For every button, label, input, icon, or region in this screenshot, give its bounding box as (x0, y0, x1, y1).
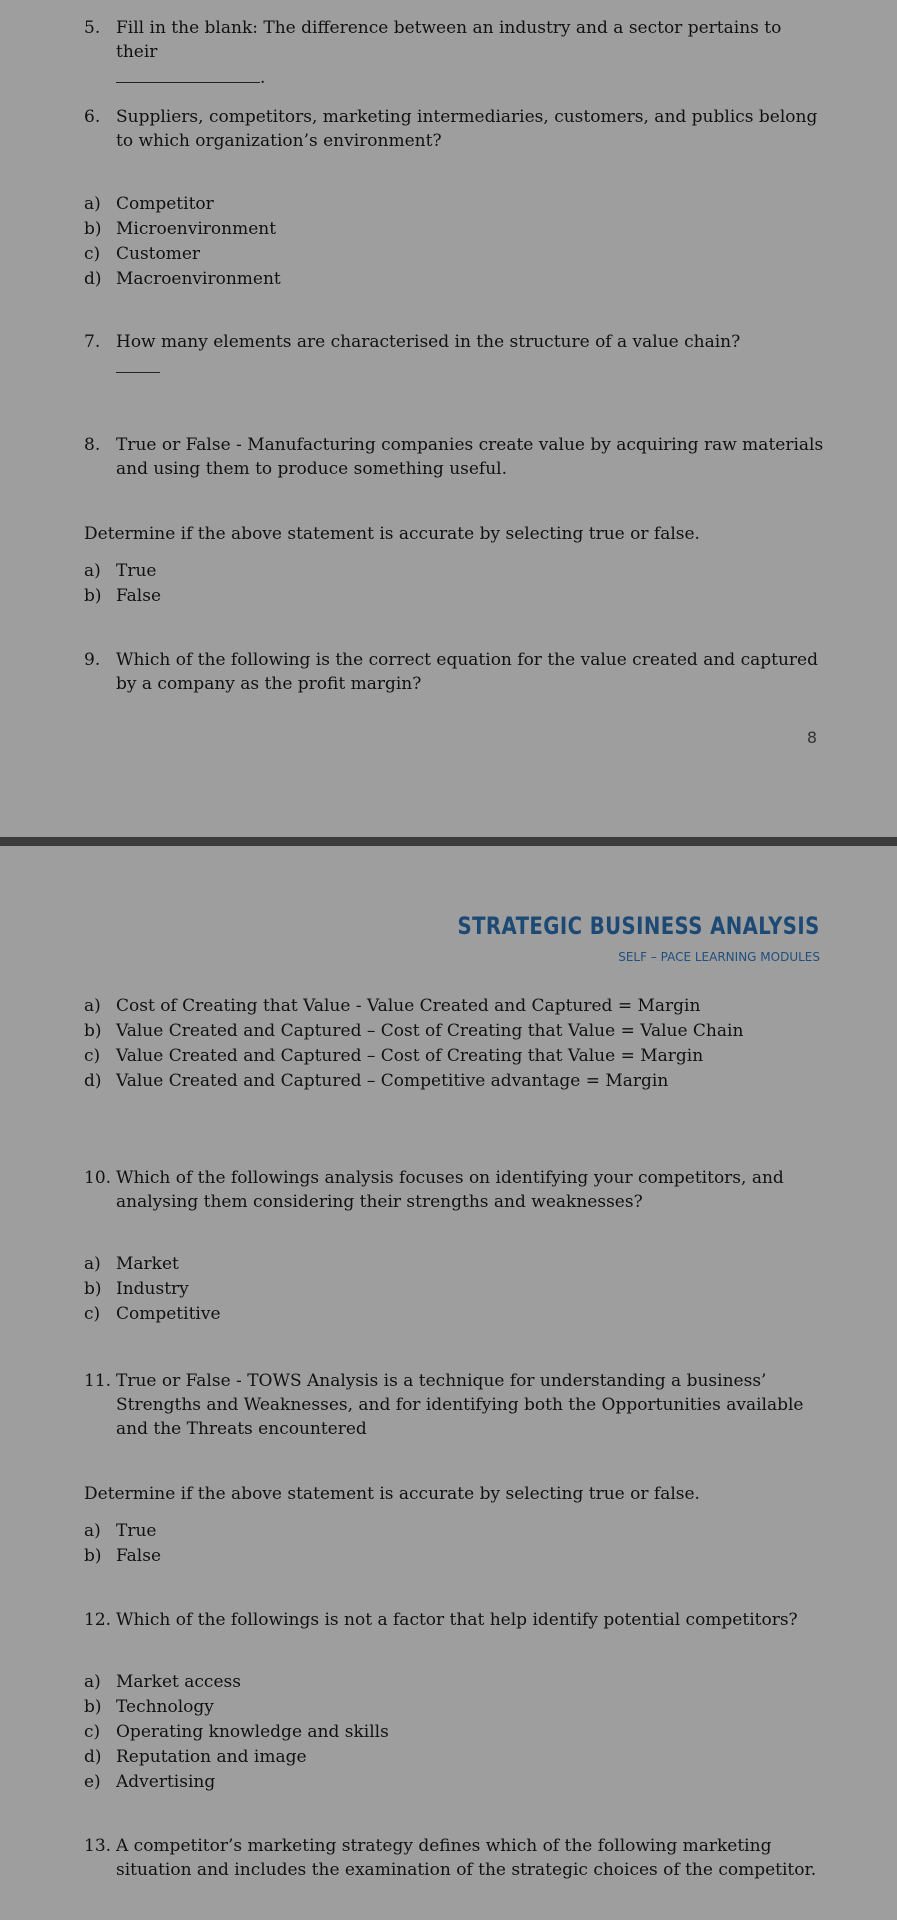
question-text: A competitor’s marketing strategy defines which of the following marketing situation and includes the examination of the strategic choices of the competitor. (116, 1836, 817, 1880)
blank-period: . (260, 68, 266, 88)
question-10 (84, 1166, 824, 1214)
question-number: 12. (84, 1610, 112, 1630)
question-11-options (84, 1519, 824, 1569)
option-false[interactable]: b) False (84, 1546, 161, 1566)
question-6 (84, 105, 824, 153)
option-a[interactable]: a) Cost of Creating that Value - Value Created and Captured = Margin (84, 996, 701, 1016)
question-number: 8. (84, 435, 101, 455)
question-text: How many elements are characterised in the structure of a value chain? (116, 332, 741, 352)
option-c[interactable]: c) Customer (84, 244, 201, 264)
option-true[interactable]: a) True (84, 1521, 157, 1541)
question-number: 9. (84, 650, 101, 670)
option-a[interactable]: a) Competitor (84, 194, 214, 214)
question-number: 6. (84, 107, 101, 127)
fill-blank-line (116, 371, 160, 373)
question-8 (84, 433, 824, 481)
option-e[interactable]: e) Advertising (84, 1772, 216, 1792)
option-b[interactable]: b) Industry (84, 1279, 189, 1299)
question-text: True or False - TOWS Analysis is a technique for understanding a business’ Strengths and Weaknesses, and for identifying both the Opportunities available and the Threats encountered (116, 1371, 804, 1439)
question-13 (84, 1834, 824, 1882)
question-number: 11. (84, 1371, 112, 1391)
question-9-options (84, 994, 824, 1094)
option-d[interactable]: d) Macroenvironment (84, 269, 281, 289)
option-b[interactable]: b) Value Created and Captured – Cost of Creating that Value = Value Chain (84, 1021, 744, 1041)
question-text: Which of the followings analysis focuses on identifying your competitors, and analysing them considering their strengths and weaknesses? (116, 1168, 784, 1212)
option-c[interactable]: c) Value Created and Captured – Cost of Creating that Value = Margin (84, 1046, 704, 1066)
question-12-options (84, 1670, 824, 1795)
page-separator (0, 837, 897, 846)
option-a[interactable]: a) Market access (84, 1672, 241, 1692)
question-5 (84, 16, 824, 88)
page-9 (0, 846, 897, 1920)
module-header-subtitle: SELF – PACE LEARNING MODULES (618, 950, 820, 964)
question-text: Which of the following is the correct equation for the value created and captured by a company as the profit margin? (116, 650, 818, 694)
option-false[interactable]: b) False (84, 586, 161, 606)
question-text: Suppliers, competitors, marketing intermediaries, customers, and publics belong to which organization’s environment? (116, 107, 818, 151)
option-true[interactable]: a) True (84, 561, 157, 581)
option-c[interactable]: c) Competitive (84, 1304, 221, 1324)
fill-blank-line (116, 81, 260, 83)
question-8-options (84, 559, 824, 609)
page-number: 8 (806, 728, 817, 747)
option-a[interactable]: a) Market (84, 1254, 179, 1274)
option-d[interactable]: d) Reputation and image (84, 1747, 307, 1767)
question-6-options (84, 192, 824, 292)
option-d[interactable]: d) Value Created and Captured – Competitive advantage = Margin (84, 1071, 669, 1091)
page-8 (0, 0, 897, 837)
question-9 (84, 648, 824, 696)
question-text: Which of the followings is not a factor that help identify potential competitors? (116, 1610, 798, 1630)
question-number: 13. (84, 1836, 112, 1856)
question-number: 5. (84, 18, 101, 38)
option-b[interactable]: b) Microenvironment (84, 219, 277, 239)
question-text: True or False - Manufacturing companies create value by acquiring raw materials and using them to produce something useful. (116, 435, 824, 479)
option-c[interactable]: c) Operating knowledge and skills (84, 1722, 389, 1742)
question-11 (84, 1369, 824, 1441)
question-10-options (84, 1252, 824, 1327)
question-text: Fill in the blank: The difference between an industry and a sector pertains to their (116, 18, 782, 62)
module-header-title: STRATEGIC BUSINESS ANALYSIS (457, 912, 820, 940)
question-12 (84, 1608, 824, 1632)
question-8-instruction: Determine if the above statement is accurate by selecting true or false. (84, 524, 700, 544)
question-number: 10. (84, 1168, 112, 1188)
question-7 (84, 330, 824, 378)
question-number: 7. (84, 332, 101, 352)
question-11-instruction: Determine if the above statement is accurate by selecting true or false. (84, 1484, 700, 1504)
option-b[interactable]: b) Technology (84, 1697, 214, 1717)
